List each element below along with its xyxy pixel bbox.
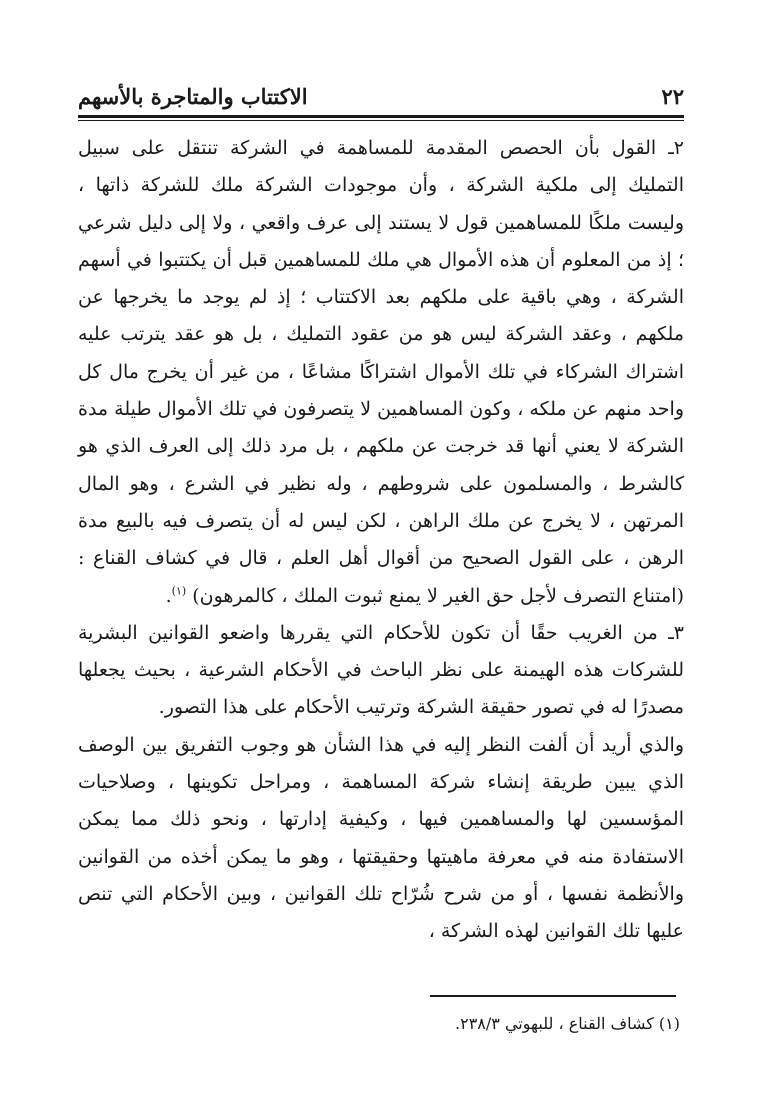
header-rule-thin: [78, 120, 684, 121]
page-number: ٢٢: [661, 84, 684, 109]
paragraph-point-3: ٣ـ من الغريب حقًا أن تكون للأحكام التي يقررها واضعو القوانين البشرية للشركات هذه الهيمنة على نظر الباحث في الأحكام الشرعية ، بحيث يجعلها مصدرًا له في تصور حقيقة الشركة وترتيب الأحكام على هذا التصور.: [78, 621, 684, 719]
running-header: [78, 82, 684, 112]
footnote-separator: [430, 995, 676, 997]
body-text: [78, 130, 684, 951]
paragraph-point-2-text: ٢ـ القول بأن الحصص المقدمة للمساهمة في الشركة تنتقل على سبيل التمليك إلى ملكية الشركة ، وأن موجودات الشركة ملك للشركة ذاتها ، وليست ملكًا للمساهمين قول لا يستند إلى عرف واقعي ، ولا إلى دليل شرعي ؛ إذ من المعلوم أن هذه الأموال هي ملك للمساهمين قبل أن يكتتبوا في أسهم الشركة ، وهي باقية على ملكهم بعد الاكتتاب ؛ إذ لم يوجد ما يخرجها عن ملكهم ، وعقد الشركة ليس هو من عقود التمليك ، بل هو عقد يترتب عليه اشتراك الشركاء في تلك الأموال اشتراكًا مشاعًا ، من غير أن يخرج مال كل واحد منهم عن ملكه ، وكون المساهمين لا يتصرفون في تلك الأموال طيلة مدة الشركة لا يعني أنها قد خرجت عن ملكهم ، بل مرد ذلك إلى العرف الذي هو كالشرط ، والمسلمون على شروطهم ، وله نظير في الشرع ، وهو المال المرتهن ، لا يخرج عن ملك الراهن ، لكن ليس له أن يتصرف فيه بالبيع مدة الرهن ، على القول الصحيح من أقوال أهل العلم ، قال في كشاف القناع : (امتناع التصرف لأجل حق الغير لا يمنع ثبوت الملك ، كالمرهون): [78, 137, 684, 607]
running-title: الاكتتاب والمتاجرة بالأسهم: [78, 84, 308, 109]
paragraph-point-2-end: .: [165, 584, 172, 607]
paragraph-continuation: والذي أريد أن ألفت النظر إليه في هذا الشأن هو وجوب التفريق بين الوصف الذي يبين طريقة إنشاء شركة المساهمة ، ومراحل تكوينها ، وصلاحيات المؤسسين لها والمساهمين فيها ، وكيفية إدارتها ، ونحو ذلك مما يمكن الاستفادة منه في معرفة ماهيتها وحقيقتها ، وهو ما يمكن أخذه من القوانين والأنظمة نفسها ، أو من شرح شُرّاح تلك القوانين ، وبين الأحكام التي تنص عليها تلك القوانين لهذه الشركة ،: [78, 733, 684, 943]
footnote: (١) كشاف القناع ، للبهوتي ٢٣٨/٣.: [455, 1014, 680, 1033]
footnote-reference[interactable]: (١): [171, 584, 187, 598]
header-rule-thick: [78, 115, 684, 118]
paragraph-point-2: [78, 130, 684, 615]
